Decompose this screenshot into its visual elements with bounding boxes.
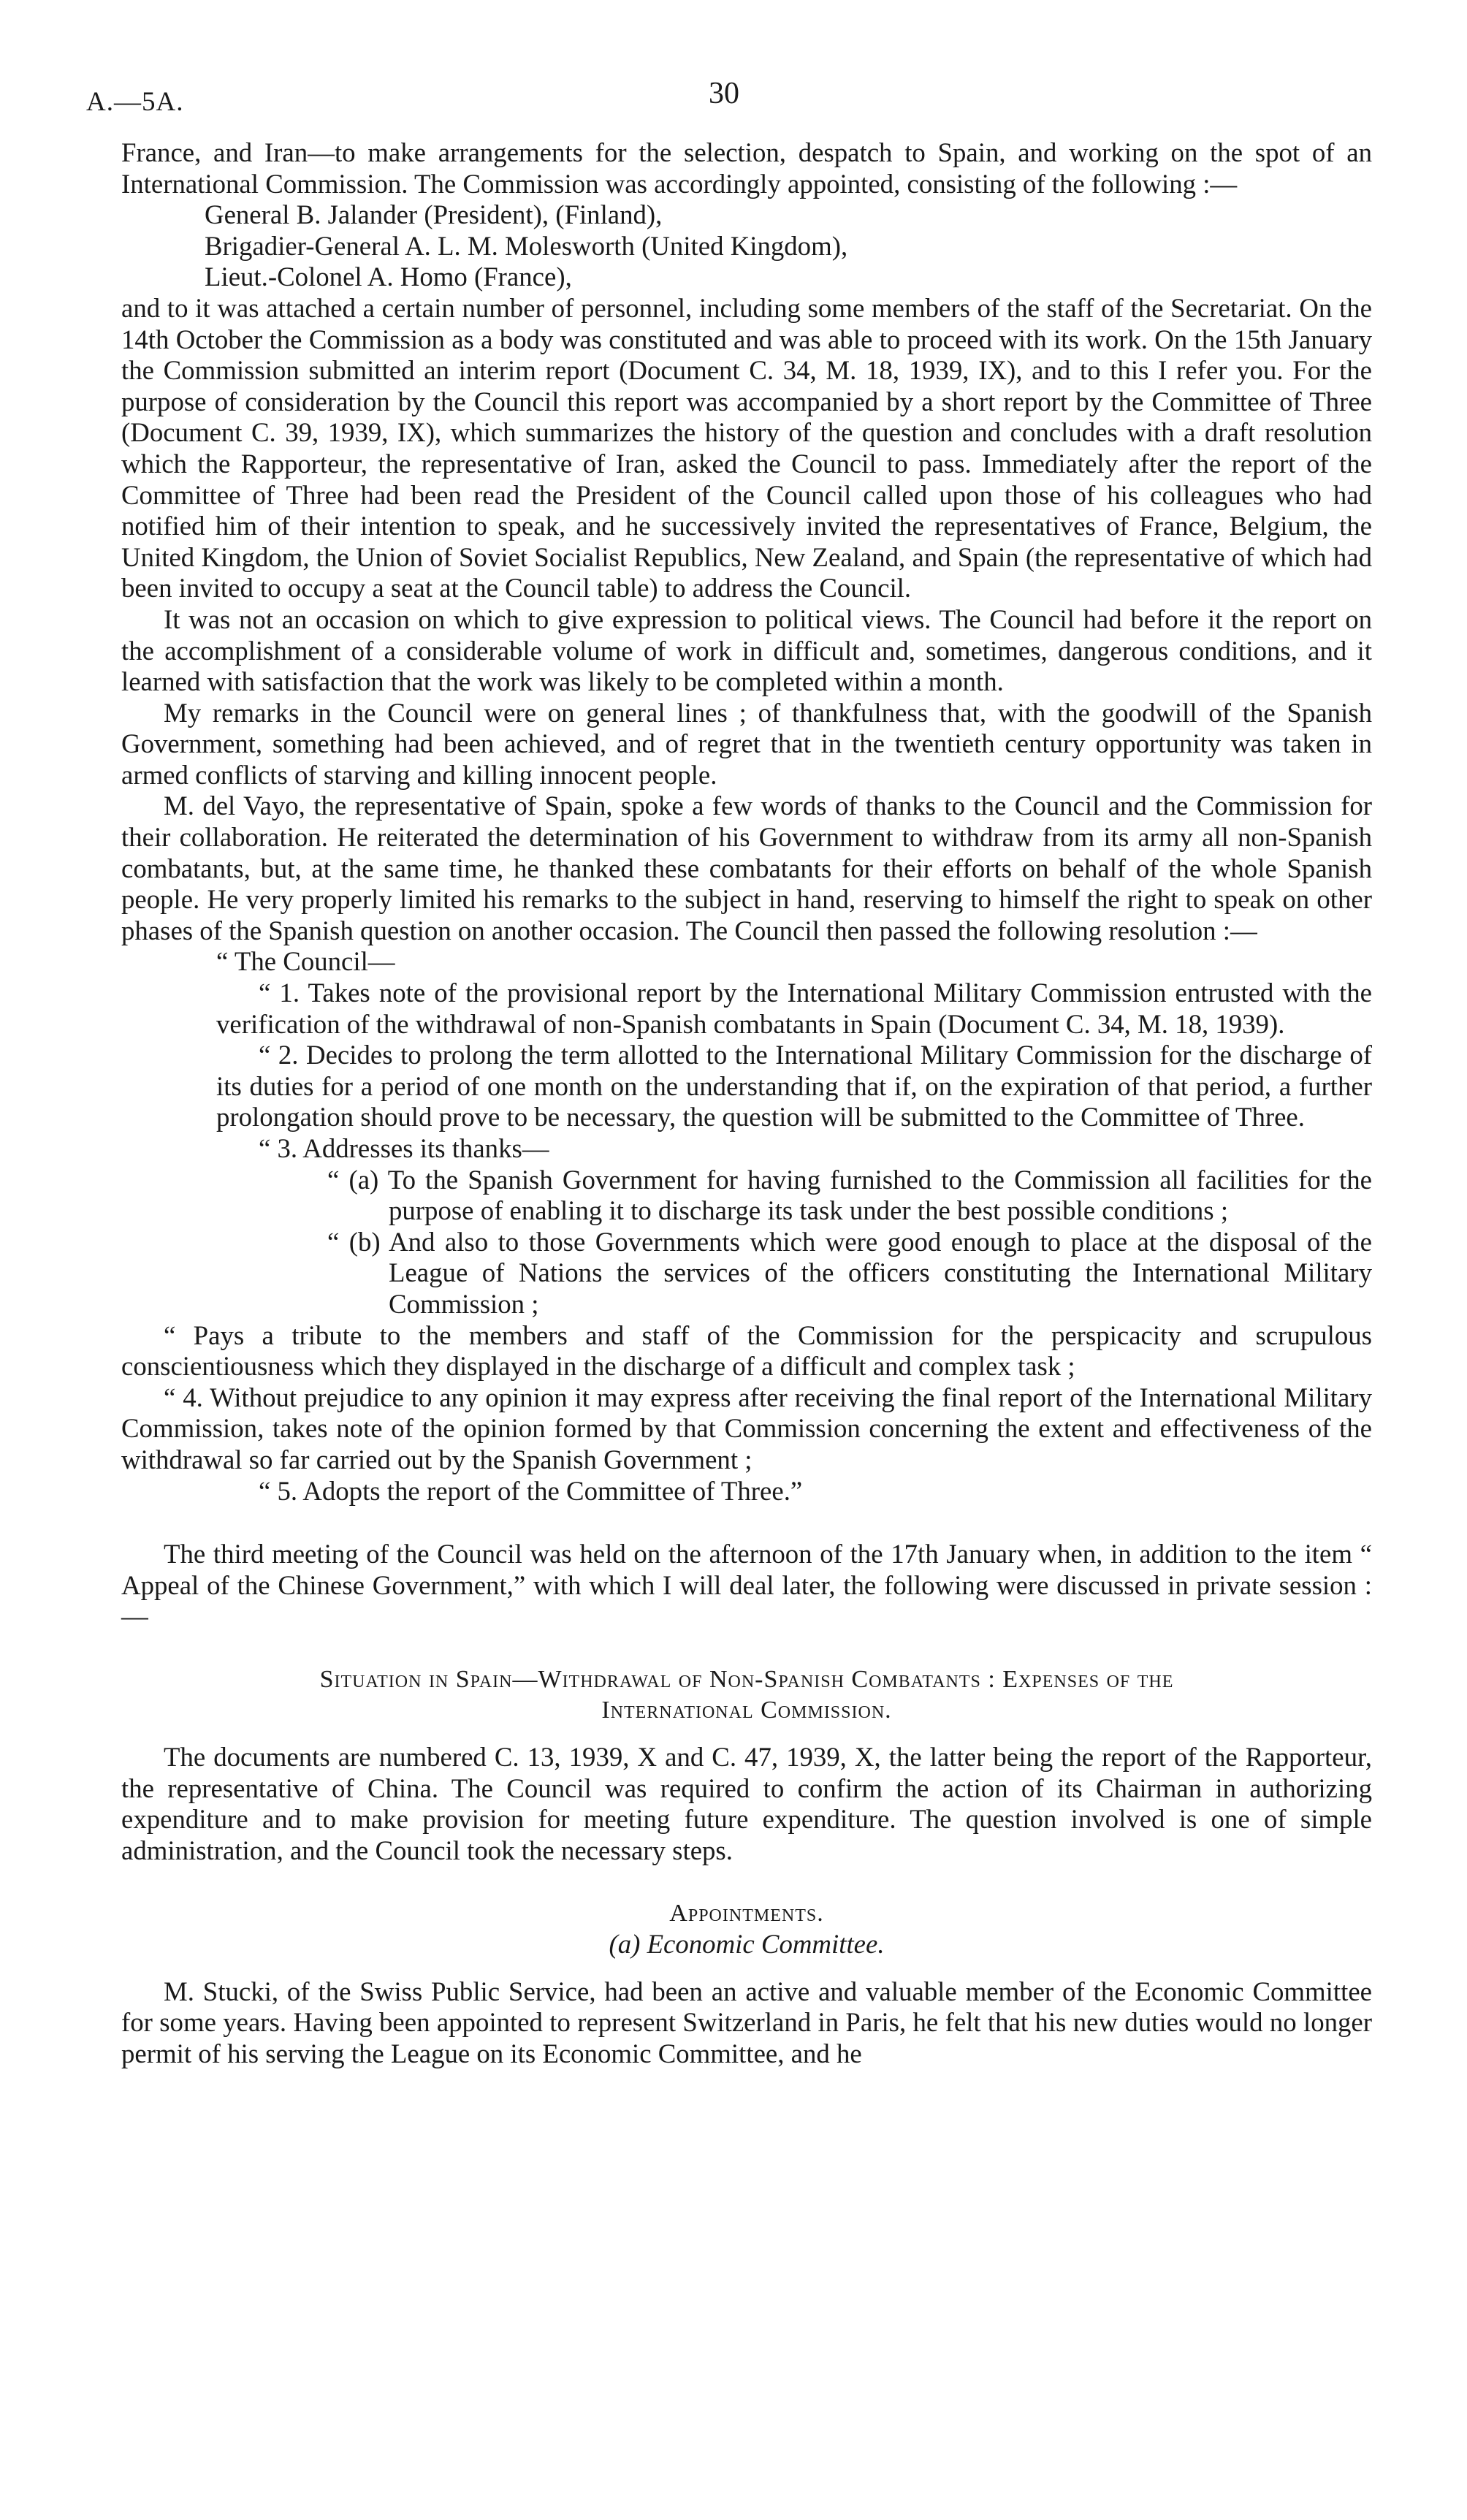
- paragraph-commission-work: and to it was attached a certain number of personnel, including some members of the staff of the Secretariat. On the 14th October the Commission as a body was constituted and was able to proceed with its work. On the 15th January the Commission submitted an interim report (Document C. 34, M. 18, 1939, IX), and to this I refer you. For the purpose of consideration by the Council this report was accompanied by a short report by the Committee of Three (Document C. 39, 1939, IX), which summarizes the history of the question and concludes with a draft resolution which the Rapporteur, the representative of Iran, asked the Council to pass. Immediately after the report of the Committee of Three had been read the President of the Council called upon those of his colleagues who had notified him of their intention to speak, and he successively invited the representatives of France, Belgium, the United Kingdom, the Union of Soviet Socialist Republics, New Zealand, and Spain (the representative of which had been invited to occupy a seat at the Council table) to address the Council.: [121, 292, 1372, 604]
- paragraph-stucki: M. Stucki, of the Swiss Public Service, had been an active and valuable member of the Economic Committee for some years. Having been appointed to represent Switzerland in Paris, he felt that his new duties would no longer permit of his serving the League on its Economic Committee, and he: [121, 1976, 1372, 2069]
- paragraph-del-vayo: M. del Vayo, the representative of Spain, spoke a few words of thanks to the Council and the Commission for their collaboration. He reiterated the determination of his Government to withdraw from its army all non-Spanish combatants, but, at the same time, he thanked these combatants for their efforts on behalf of the whole Spanish people. He very properly limited his remarks to the subject in hand, reserving to himself the right to speak on other phases of the Spanish question on another occasion. The Council then passed the following resolution :—: [121, 791, 1372, 945]
- paragraph-my-remarks: My remarks in the Council were on general lines ; of thankfulness that, with the goodwill of the Spanish Government, something had been achieved, and of regret that in the twentieth century opportunity was taken in armed conflicts of starving and killing innocent people.: [121, 697, 1372, 790]
- resolution-block: [121, 946, 1372, 1507]
- paragraph-third-meeting: The third meeting of the Council was held on the afternoon of the 17th January when, in addition to the item “ Appeal of the Chinese Government,” with which I will deal later, the following were discussed in private session :—: [121, 1539, 1372, 1632]
- paragraph-spain-expenses: The documents are numbered C. 13, 1939, X and C. 47, 1939, X, the latter being the report of the Rapporteur, the representative of China. The Council was required to confirm the action of its Chairman in authorizing expenditure and to make provision for meeting future expenditure. The question involved is one of simple administration, and the Council took the necessary steps.: [121, 1741, 1372, 1865]
- document-body: [121, 137, 1372, 2070]
- resolution-item-5: “ 5. Adopts the report of the Committee of Three.”: [259, 1475, 803, 1506]
- resolution-item-4: “ 4. Without prejudice to any opinion it may express after receiving the final report of the International Military Commission, takes note of the opinion formed by that Commission concerning the extent and effectiveness of the withdrawal so far carried out by the Spanish Government ;: [121, 1382, 1372, 1474]
- resolution-intro: “ The Council—: [216, 946, 395, 977]
- resolution-item-1: “ 1. Takes note of the provisional report by the International Military Commission entrusted with the verification of the withdrawal of non-Spanish combatants in Spain (Document C. 34, M. 18, 1939).: [216, 978, 1372, 1039]
- section-heading-spain-line-1: Situation in Spain—Withdrawal of Non-Spanish Combatants : Expenses of the: [319, 1665, 1174, 1693]
- resolution-item-3-tribute: “ Pays a tribute to the members and staff of the Commission for the perspicacity and scrupulous conscientiousness which they displayed in the discharge of a difficult and complex task ;: [121, 1320, 1372, 1382]
- resolution-item-3a: “ (a) To the Spanish Government for having furnished to the Commission all facilities for the purpose of enabling it to discharge its task under the best possible conditions ;: [327, 1164, 1372, 1226]
- document-reference: A.—5A.: [86, 87, 184, 117]
- commission-member-1: General B. Jalander (President), (Finland),: [205, 199, 663, 230]
- page-number: 30: [709, 77, 739, 110]
- resolution-item-2: “ 2. Decides to prolong the term allotted to the International Military Commission for the discharge of its duties for a period of one month on the understanding that if, on the expiration of that period, a further prolongation should prove to be necessary, the question will be submitted to the Committee of Three.: [216, 1040, 1372, 1133]
- resolution-item-3b: “ (b) And also to those Governments which were good enough to place at the disposal of the League of Nations the services of the officers constituting the International Military Commission ;: [327, 1226, 1372, 1319]
- commission-member-3: Lieut.-Colonel A. Homo (France),: [205, 262, 572, 292]
- section-heading-spain-line-2: International Commission.: [601, 1696, 892, 1724]
- resolution-item-3: “ 3. Addresses its thanks—: [259, 1133, 549, 1163]
- subsection-heading-economic-committee: (a) Economic Committee.: [609, 1929, 885, 1960]
- section-heading-appointments: Appointments.: [669, 1900, 824, 1927]
- paragraph-commission-intro: France, and Iran—to make arrangements for the selection, despatch to Spain, and working on the spot of an International Commission. The Commission was accordingly appointed, consisting of the following :—: [121, 137, 1372, 199]
- commission-member-2: Brigadier-General A. L. M. Molesworth (United Kingdom),: [205, 230, 848, 261]
- paragraph-political-views: It was not an occasion on which to give expression to political views. The Council had before it the report on the accomplishment of a considerable volume of work in difficult and, sometimes, dangerous conditions, and it learned with satisfaction that the work was likely to be completed within a month.: [121, 604, 1372, 697]
